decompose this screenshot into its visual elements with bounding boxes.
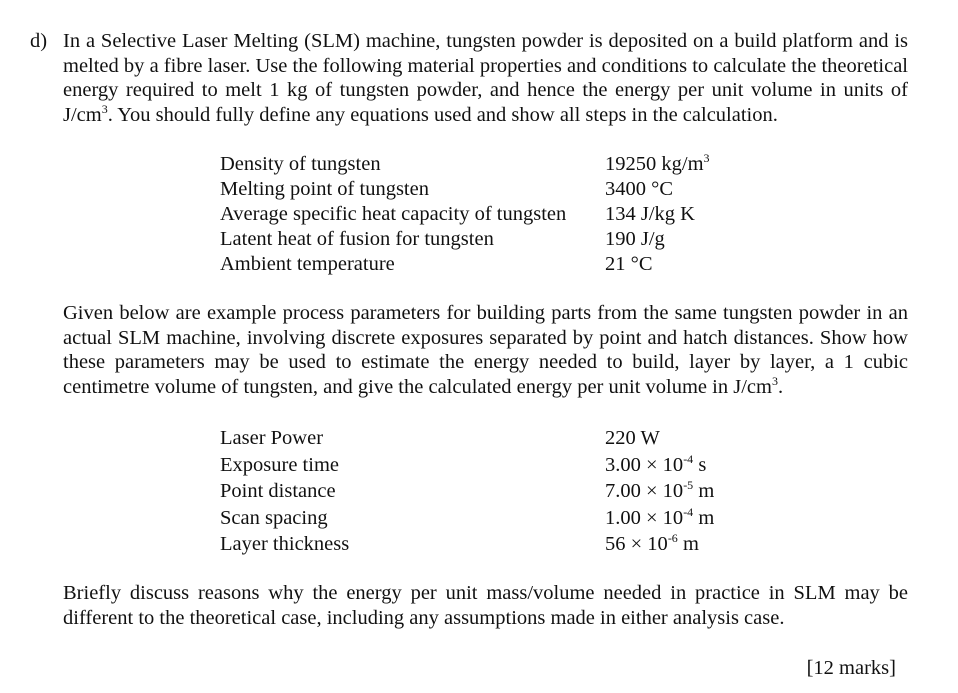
property-label: Latent heat of fusion for tungsten	[220, 228, 494, 250]
parameter-value: 220 W	[605, 427, 660, 449]
intro-superscript: 3	[101, 101, 108, 116]
parameter-value: $56 \times 10^{-6}$ m	[605, 531, 699, 555]
discussion-paragraph: Briefly discuss reasons why the energy per unit mass/volume needed in practice in SLM may be different to the theoretical case, including any assumptions made in either analysis case.	[63, 582, 908, 629]
property-label: Average specific heat capacity of tungsten	[220, 203, 567, 225]
table-row	[220, 531, 714, 558]
parameter-label: Scan spacing	[220, 506, 328, 529]
intro-paragraph	[63, 29, 908, 127]
property-value: 134 J/kg K	[605, 203, 695, 225]
question-label: d)	[30, 30, 48, 52]
table-row	[220, 452, 714, 479]
table-row	[220, 177, 710, 202]
parameter-label: Layer thickness	[220, 533, 350, 555]
property-label: Ambient temperature	[220, 253, 395, 275]
table-row	[220, 505, 714, 532]
process-text-b: .	[777, 375, 784, 398]
process-superscript: 3	[771, 373, 778, 388]
parameter-value: $7.00 \times 10^{-5}$ m	[605, 478, 715, 502]
property-value: 21 °C	[605, 253, 653, 275]
table-row	[220, 478, 714, 505]
intro-text-b: . You should fully define any equations used and show all steps in the calculation.	[107, 103, 778, 126]
parameter-label: Laser Power	[220, 427, 324, 449]
parameter-label: Exposure time	[220, 453, 339, 476]
parameter-value: $1.00 \times 10^{-4}$ m	[605, 504, 715, 529]
property-value: 190 J/g	[605, 228, 665, 250]
process-paragraph	[63, 301, 908, 399]
material-properties-table	[220, 152, 710, 277]
property-label: Density of tungsten	[220, 153, 381, 175]
marks-label: [12 marks]	[806, 657, 896, 679]
property-value: 19250 $kg/m^3$	[605, 151, 710, 175]
table-row	[220, 252, 710, 277]
parameter-label: Point distance	[220, 480, 336, 502]
table-row	[220, 152, 710, 177]
process-text-a: Given below are example process parameters for building parts from the same tungsten powder in an actual SLM machine, involving discrete exposures separated by point and hatch distances. Show how these parameters may be used to estimate the energy needed to build, layer by layer, a 1 cubic centimetre volume of tungsten, and give the calculated energy per unit volume in J/cm	[63, 302, 908, 398]
process-parameters-table	[220, 425, 714, 558]
intro-text-a: In a Selective Laser Melting (SLM) machine, tungsten powder is deposited on a build platform and is melted by a fibre laser. Use the following material properties and conditions to calculate the theoretical energy required to melt 1 kg of tungsten powder, and hence the energy per unit volume in units of J/cm	[63, 30, 908, 126]
property-value: 3400 °C	[605, 178, 673, 200]
property-label: Melting point of tungsten	[220, 178, 429, 200]
parameter-value: $3.00 \times 10^{-4}$ s	[605, 451, 707, 476]
table-row	[220, 425, 714, 452]
table-row	[220, 202, 710, 227]
table-row	[220, 227, 710, 252]
